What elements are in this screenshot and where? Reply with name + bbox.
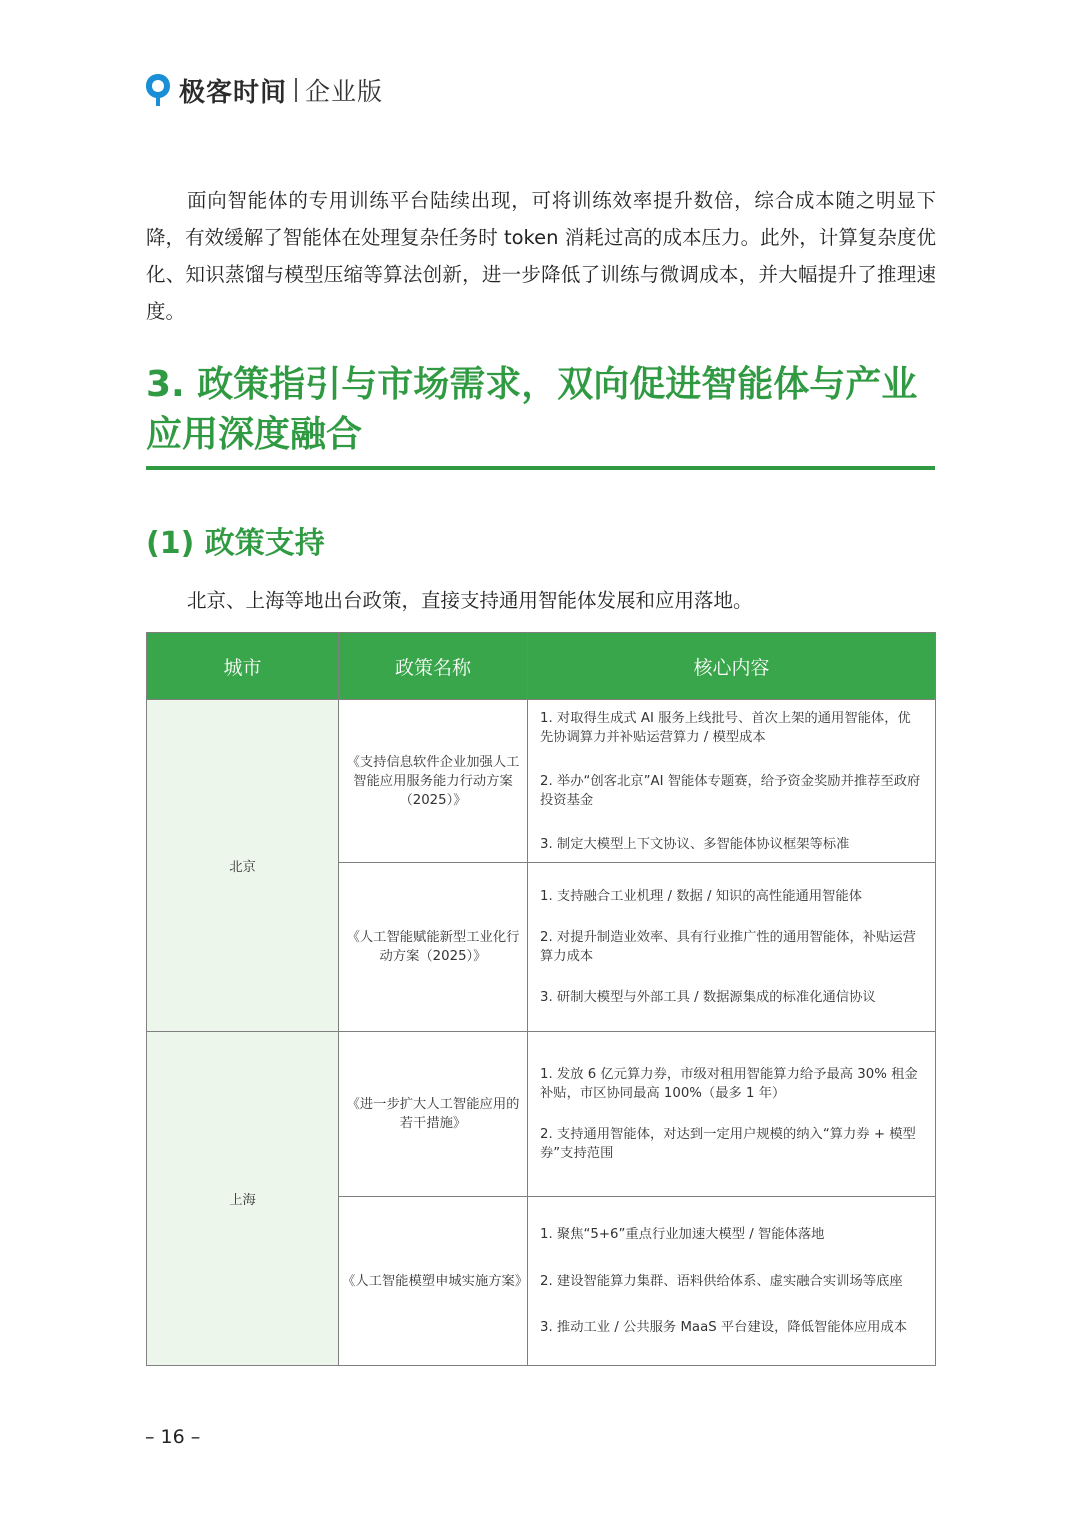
intro-paragraph: 面向智能体的专用训练平台陆续出现，可将训练效率提升数倍，综合成本随之明显下降，有效缓解了智能体在处理复杂任务时 token 消耗过高的成本压力。此外，计算复杂度优化、知识蒸馏与模型压缩等算法创新，进一步降低了训练与微调成本，并大幅提升了推理速度。 <box>146 189 936 323</box>
subsection-paragraph: 北京、上海等地出台政策，直接支持通用智能体发展和应用落地。 <box>187 589 753 612</box>
content-item: 2. 支持通用智能体，对达到一定用户规模的纳入“算力券 + 模型券”支持范围 <box>540 1127 916 1161</box>
table-row <box>147 1032 936 1197</box>
section-divider <box>146 466 935 470</box>
policy-name-cell: 《人工智能模塑申城实施方案》 <box>339 1197 528 1366</box>
policy-table <box>146 632 936 1366</box>
content-item: 1. 发放 6 亿元算力券，市级对租用智能算力给予最高 30% 租金补贴，市区协同最高 100%（最多 1 年） <box>540 1067 918 1101</box>
brand-edition: 企业版 <box>305 77 384 106</box>
content-item: 2. 举办“创客北京”AI 智能体专题赛，给予资金奖励并推荐至政府投资基金 <box>540 773 921 808</box>
header-core-content: 核心内容 <box>528 633 936 700</box>
core-content-cell <box>528 1032 936 1197</box>
core-content-cell <box>528 1197 936 1366</box>
city-cell: 北京 <box>147 700 339 1032</box>
city-cell: 上海 <box>147 1032 339 1366</box>
core-content-cell <box>528 863 936 1032</box>
content-item: 1. 对取得生成式 AI 服务上线批号、首次上架的通用智能体，优先协调算力并补贴运营算力 / 模型成本 <box>540 710 911 745</box>
content-item: 3. 研制大模型与外部工具 / 数据源集成的标准化通信协议 <box>540 990 876 1005</box>
brand-name: 极客时间 <box>179 77 288 108</box>
content-item: 3. 推动工业 / 公共服务 MaaS 平台建设，降低智能体应用成本 <box>540 1320 908 1335</box>
table-header-row <box>147 633 936 700</box>
table-row <box>147 700 936 863</box>
page-number: – 16 – <box>145 1426 201 1448</box>
content-item: 1. 聚焦“5+6”重点行业加速大模型 / 智能体落地 <box>540 1227 825 1242</box>
core-content-cell <box>528 700 936 863</box>
content-item: 1. 支持融合工业机理 / 数据 / 知识的高性能通用智能体 <box>540 889 863 904</box>
policy-name-cell: 《进一步扩大人工智能应用的若干措施》 <box>339 1032 528 1197</box>
brand-separator <box>295 78 297 102</box>
section-title: 3. 政策指引与市场需求，双向促进智能体与产业应用深度融合 <box>146 364 918 455</box>
content-item: 3. 制定大模型上下文协议、多智能体协议框架等标准 <box>540 836 850 852</box>
page-header <box>145 70 383 110</box>
header-policy-name: 政策名称 <box>339 633 528 700</box>
geektime-logo-icon <box>145 73 171 107</box>
content-item: 2. 建设智能算力集群、语料供给体系、虚实融合实训场等底座 <box>540 1273 903 1289</box>
policy-name-cell: 《人工智能赋能新型工业化行动方案（2025）》 <box>339 863 528 1032</box>
policy-name-cell: 《支持信息软件企业加强人工智能应用服务能力行动方案（2025）》 <box>339 700 528 863</box>
content-item: 2. 对提升制造业效率、具有行业推广性的通用智能体，补贴运营算力成本 <box>540 930 916 964</box>
header-city: 城市 <box>147 633 339 700</box>
subsection-title: (1) 政策支持 <box>146 526 325 561</box>
